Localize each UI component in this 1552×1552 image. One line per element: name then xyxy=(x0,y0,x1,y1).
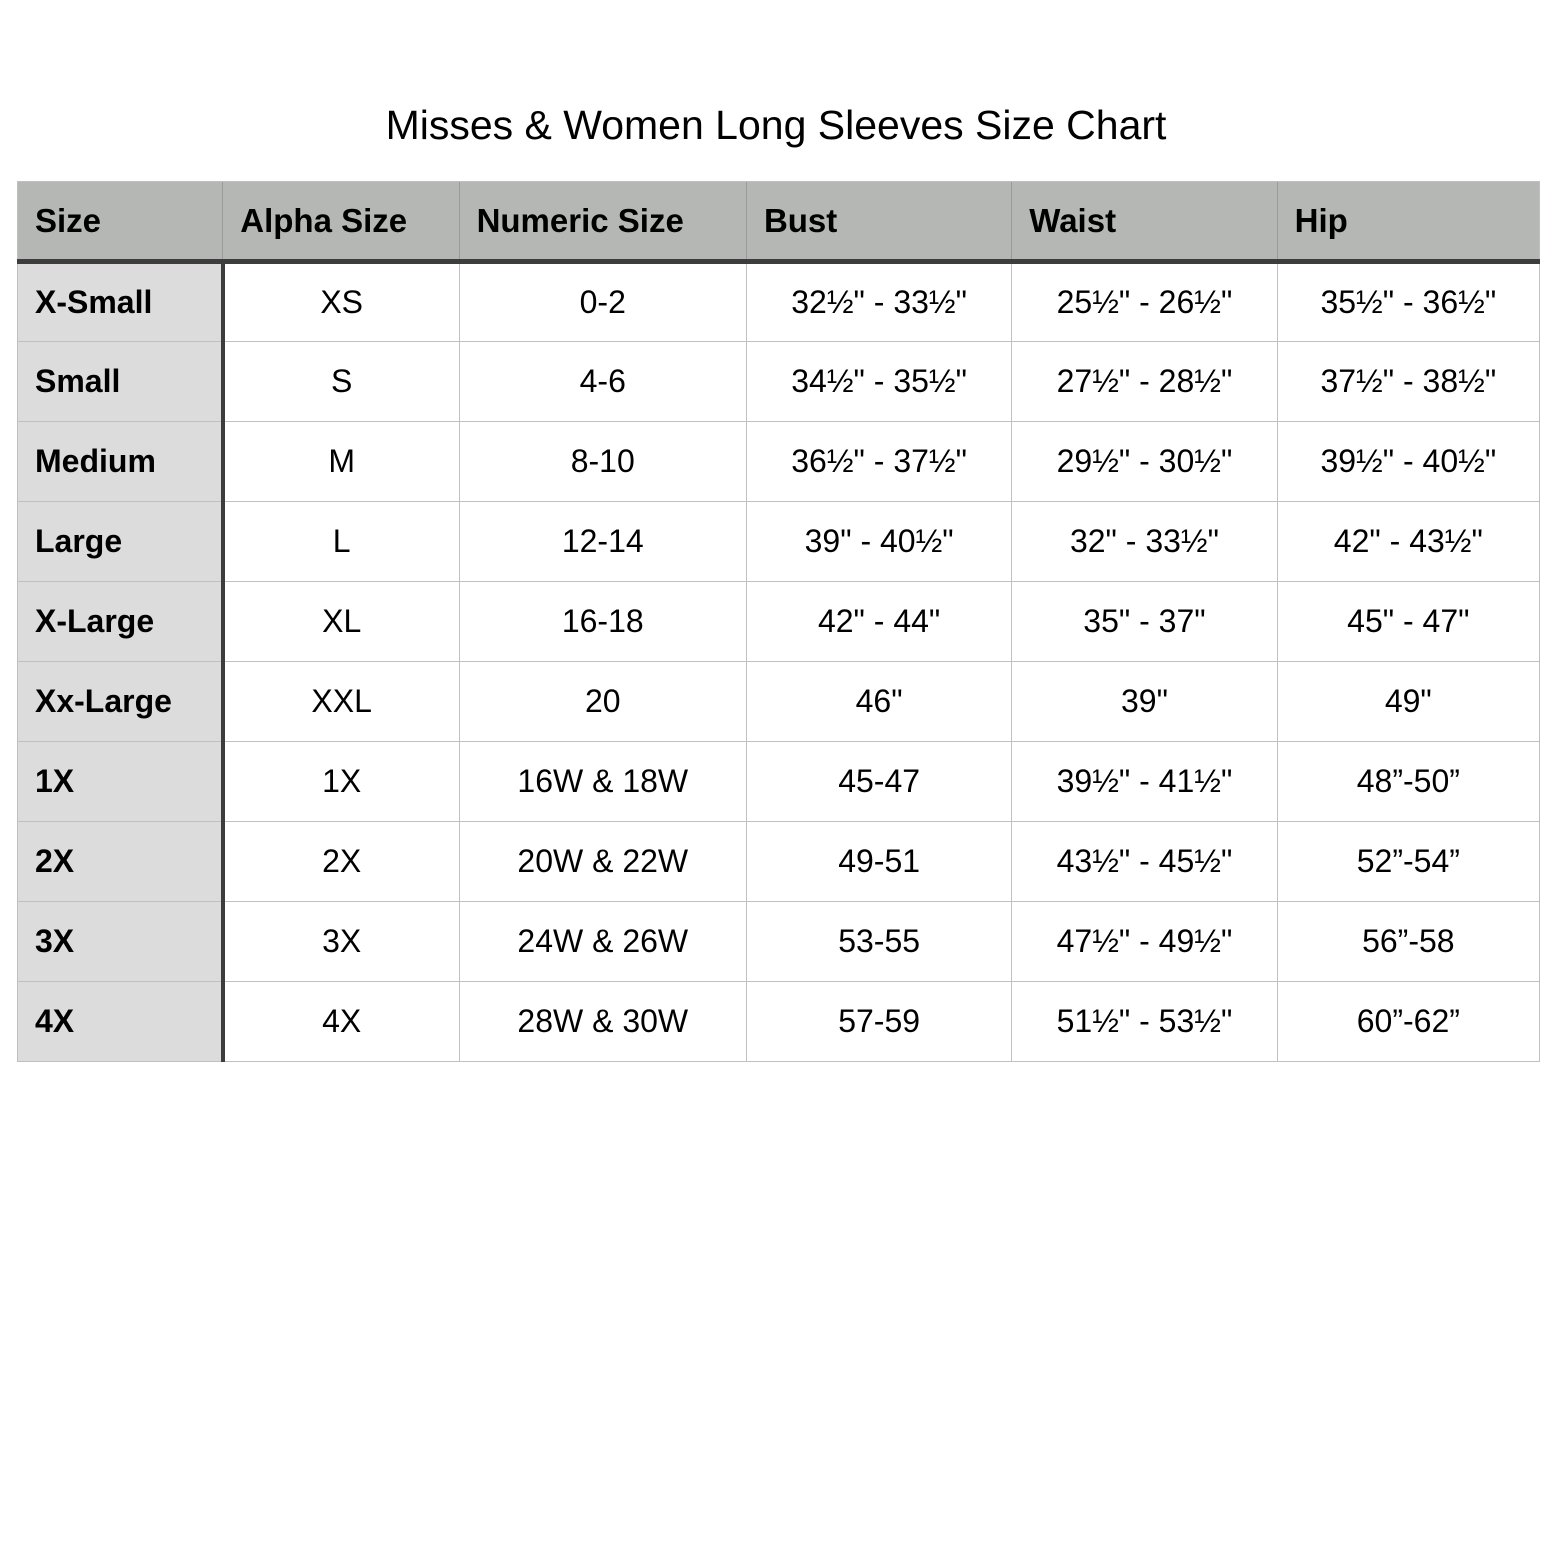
value-cell: 4X xyxy=(223,982,459,1062)
value-cell: 27½" - 28½" xyxy=(1012,342,1277,422)
row-label-cell: Large xyxy=(18,502,223,582)
value-cell: 3X xyxy=(223,902,459,982)
value-cell: 43½" - 45½" xyxy=(1012,822,1277,902)
value-cell: 34½" - 35½" xyxy=(746,342,1011,422)
value-cell: 29½" - 30½" xyxy=(1012,422,1277,502)
row-label-cell: 4X xyxy=(18,982,223,1062)
value-cell: 35½" - 36½" xyxy=(1277,262,1539,342)
value-cell: 53-55 xyxy=(746,902,1011,982)
value-cell: 49-51 xyxy=(746,822,1011,902)
column-header-bust: Bust xyxy=(746,182,1011,262)
table-row xyxy=(18,342,1540,422)
size-table-body xyxy=(18,262,1540,1062)
value-cell: 4-6 xyxy=(459,342,746,422)
row-label-cell: 1X xyxy=(18,742,223,822)
table-row xyxy=(18,582,1540,662)
value-cell: 35" - 37" xyxy=(1012,582,1277,662)
size-chart-table xyxy=(17,181,1540,1062)
table-row xyxy=(18,982,1540,1062)
value-cell: 52”-54” xyxy=(1277,822,1539,902)
value-cell: 60”-62” xyxy=(1277,982,1539,1062)
value-cell: 46" xyxy=(746,662,1011,742)
value-cell: XL xyxy=(223,582,459,662)
value-cell: 36½" - 37½" xyxy=(746,422,1011,502)
row-label-cell: Medium xyxy=(18,422,223,502)
column-header-size: Size xyxy=(18,182,223,262)
value-cell: 25½" - 26½" xyxy=(1012,262,1277,342)
table-row xyxy=(18,262,1540,342)
value-cell: S xyxy=(223,342,459,422)
value-cell: 2X xyxy=(223,822,459,902)
row-label-cell: X-Large xyxy=(18,582,223,662)
table-row xyxy=(18,742,1540,822)
table-row xyxy=(18,422,1540,502)
row-label-cell: X-Small xyxy=(18,262,223,342)
value-cell: 8-10 xyxy=(459,422,746,502)
column-header-hip: Hip xyxy=(1277,182,1539,262)
value-cell: 32½" - 33½" xyxy=(746,262,1011,342)
column-header-numeric-size: Numeric Size xyxy=(459,182,746,262)
row-label-cell: 3X xyxy=(18,902,223,982)
value-cell: 32" - 33½" xyxy=(1012,502,1277,582)
value-cell: 45-47 xyxy=(746,742,1011,822)
value-cell: 37½" - 38½" xyxy=(1277,342,1539,422)
table-row xyxy=(18,822,1540,902)
value-cell: 0-2 xyxy=(459,262,746,342)
value-cell: 16W & 18W xyxy=(459,742,746,822)
table-row xyxy=(18,902,1540,982)
value-cell: 48”-50” xyxy=(1277,742,1539,822)
value-cell: 16-18 xyxy=(459,582,746,662)
value-cell: 56”-58 xyxy=(1277,902,1539,982)
value-cell: M xyxy=(223,422,459,502)
value-cell: 51½" - 53½" xyxy=(1012,982,1277,1062)
row-label-cell: 2X xyxy=(18,822,223,902)
value-cell: XS xyxy=(223,262,459,342)
row-label-cell: Small xyxy=(18,342,223,422)
value-cell: 20W & 22W xyxy=(459,822,746,902)
value-cell: 45" - 47" xyxy=(1277,582,1539,662)
value-cell: 49" xyxy=(1277,662,1539,742)
value-cell: 12-14 xyxy=(459,502,746,582)
value-cell: 57-59 xyxy=(746,982,1011,1062)
value-cell: 47½" - 49½" xyxy=(1012,902,1277,982)
value-cell: 39" - 40½" xyxy=(746,502,1011,582)
row-label-cell: Xx-Large xyxy=(18,662,223,742)
value-cell: 28W & 30W xyxy=(459,982,746,1062)
value-cell: 42" - 43½" xyxy=(1277,502,1539,582)
column-header-alpha-size: Alpha Size xyxy=(223,182,459,262)
value-cell: 1X xyxy=(223,742,459,822)
table-row xyxy=(18,662,1540,742)
value-cell: 42" - 44" xyxy=(746,582,1011,662)
column-header-waist: Waist xyxy=(1012,182,1277,262)
table-row xyxy=(18,502,1540,582)
value-cell: XXL xyxy=(223,662,459,742)
page-title: Misses & Women Long Sleeves Size Chart xyxy=(385,102,1167,148)
value-cell: 39½" - 41½" xyxy=(1012,742,1277,822)
value-cell: 20 xyxy=(459,662,746,742)
value-cell: 24W & 26W xyxy=(459,902,746,982)
table-header-row xyxy=(18,182,1540,262)
value-cell: 39" xyxy=(1012,662,1277,742)
value-cell: L xyxy=(223,502,459,582)
value-cell: 39½" - 40½" xyxy=(1277,422,1539,502)
